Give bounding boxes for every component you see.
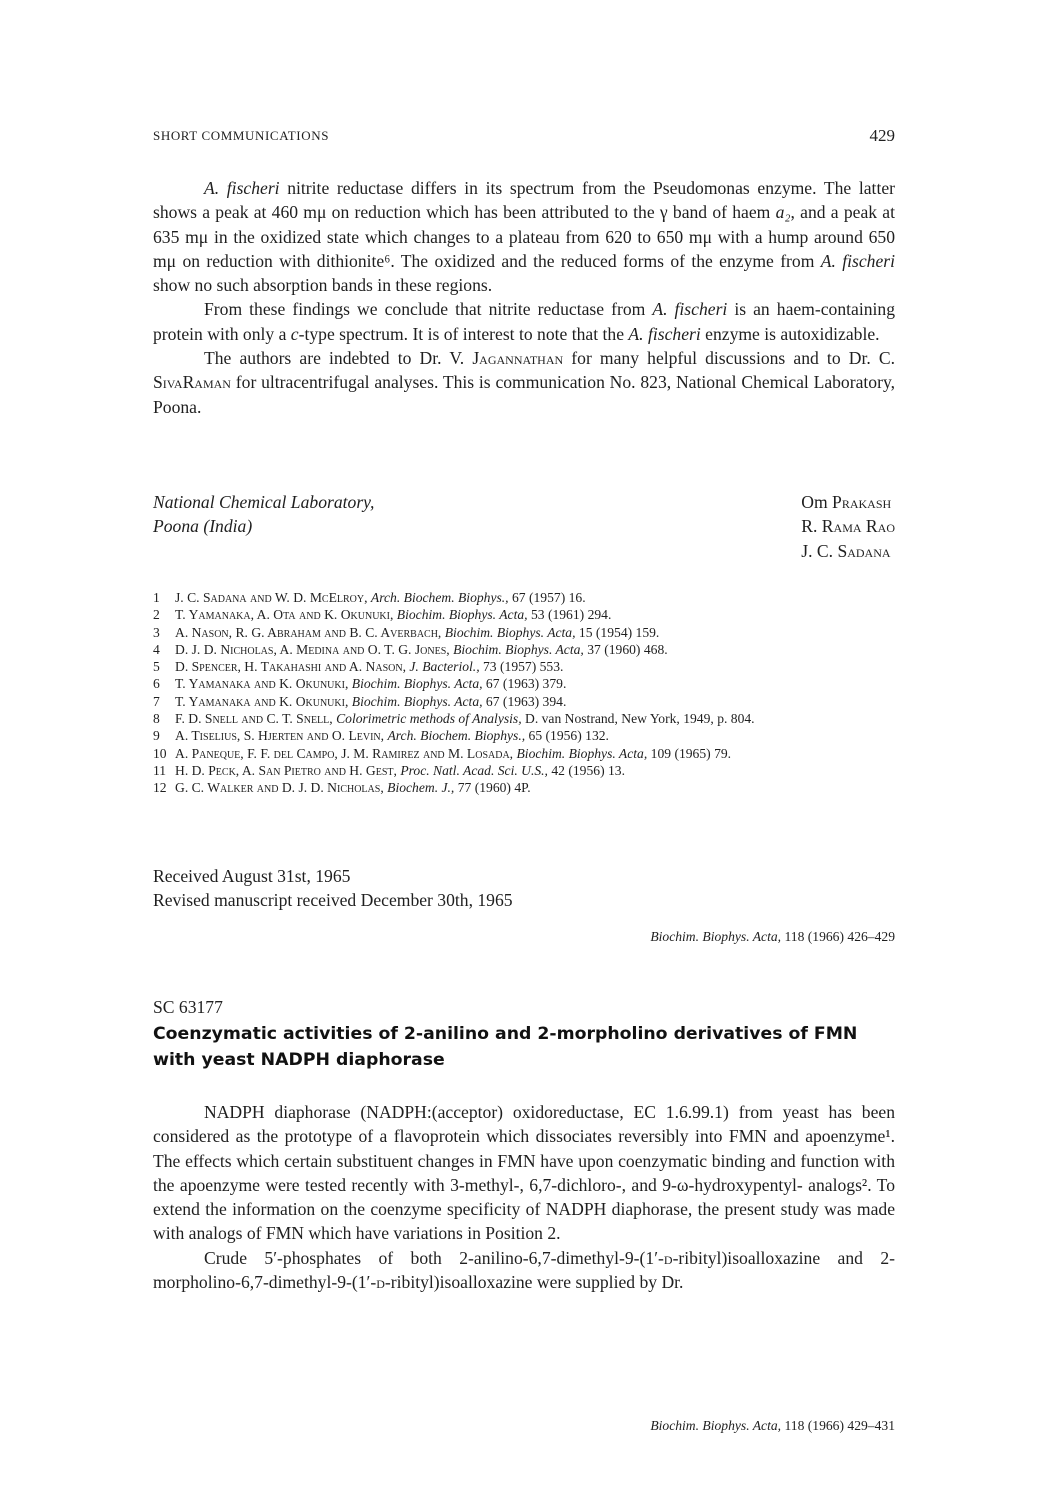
reference-run: A. Nason, R. G. Abraham and B. C. Averbach, bbox=[175, 624, 442, 640]
reference-number: 5 bbox=[153, 659, 160, 675]
author-surname: Rama Rao bbox=[821, 516, 895, 537]
text-run: -ribityl)isoalloxazine and 2-morpholino-6,7-dimethyl-9-(1′- bbox=[153, 1247, 895, 1293]
article2-citation bbox=[650, 1418, 895, 1434]
paragraph bbox=[153, 1100, 895, 1246]
reference-list bbox=[153, 589, 895, 797]
reference-run: A. Paneque, F. F. del Campo, J. M. Ramirez and M. Losada, bbox=[175, 745, 514, 761]
paragraph bbox=[153, 176, 895, 297]
reference-item bbox=[153, 693, 895, 710]
reference-run: J. Bacteriol., bbox=[409, 659, 480, 675]
reference-run: 65 (1956) 132. bbox=[525, 728, 609, 744]
reference-run: Biochim. Biophys. Acta, bbox=[453, 641, 584, 657]
running-head bbox=[153, 128, 895, 144]
reference-run: 77 (1960) 4P. bbox=[454, 780, 531, 796]
text-run: for many helpful discussions and to Dr. C. bbox=[563, 348, 895, 369]
reference-text bbox=[175, 727, 895, 744]
reference-run: Biochim. Biophys. Acta, bbox=[351, 676, 483, 692]
reference-text bbox=[175, 762, 895, 779]
reference-text bbox=[175, 693, 895, 710]
reference-item bbox=[153, 762, 895, 779]
journal-page bbox=[153, 0, 895, 1500]
page-number: 429 bbox=[869, 126, 895, 145]
citation-journal: Biochim. Biophys. Acta, bbox=[650, 929, 782, 944]
reference-number: 2 bbox=[153, 607, 160, 623]
reference-run: Proc. Natl. Acad. Sci. U.S., bbox=[400, 762, 548, 778]
reference-text bbox=[175, 624, 895, 641]
reference-item bbox=[153, 710, 895, 727]
reference-number: 3 bbox=[153, 624, 160, 640]
text-run: ₂ bbox=[784, 202, 791, 223]
received-date: Received August 31st, 1965 bbox=[153, 866, 351, 886]
text-run: is an haem-containing protein with only a bbox=[153, 299, 895, 344]
reference-run: T. Yamanaka, A. Ota and K. Okunuki, bbox=[175, 607, 394, 623]
reference-number: 8 bbox=[153, 711, 160, 727]
reference-run: 67 (1957) 16. bbox=[508, 590, 586, 605]
reference-run: Biochim. Biophys. Acta, bbox=[516, 745, 648, 761]
reference-number: 12 bbox=[153, 780, 167, 796]
reference-run: G. C. Walker and D. J. D. Nicholas, bbox=[175, 780, 384, 796]
reference-number: 1 bbox=[153, 590, 160, 605]
reference-item bbox=[153, 641, 895, 658]
reference-text bbox=[175, 710, 895, 727]
affiliation bbox=[153, 490, 374, 539]
text-run: -type spectrum. It is of interest to note that the bbox=[298, 323, 629, 344]
running-head-title: SHORT COMMUNICATIONS bbox=[153, 128, 330, 143]
reference-run: Colorimetric methods of Analysis, bbox=[336, 711, 522, 727]
reference-item bbox=[153, 624, 895, 641]
paragraph bbox=[153, 346, 895, 419]
paragraph bbox=[153, 297, 895, 346]
text-run: c bbox=[290, 323, 299, 344]
affiliation-line-2: Poona (India) bbox=[153, 516, 253, 537]
text-run: SivaRaman bbox=[153, 372, 231, 393]
reference-run: D. Spencer, H. Takahashi and A. Nason, bbox=[175, 659, 406, 675]
article1-citation bbox=[650, 929, 895, 945]
author-initials: J. C. bbox=[801, 540, 838, 561]
author-name bbox=[801, 490, 895, 514]
reference-number: 9 bbox=[153, 728, 160, 744]
text-run: NADPH diaphorase (NADPH:(acceptor) oxidoreductase, EC 1.6.99.1) from yeast has been considered as the prototype of a flavoprotein which dissociates reversibly into FMN and apoenzyme¹. The effects which certain substituent changes in FMN have upon coenzymatic binding and function with the apoenzyme were tested recently with 3-methyl-, 6,7-dichloro-, and 9-ω-hydroxypentyl- analogs². To extend the information on the coenzyme specificity of NADPH diaphorase, the present study was made with analogs of FMN which have variations in Position 2. bbox=[153, 1102, 895, 1244]
reference-number: 11 bbox=[153, 762, 167, 778]
author-list bbox=[801, 490, 895, 563]
author-name bbox=[801, 539, 895, 563]
reference-number: 7 bbox=[153, 693, 160, 709]
reference-run: 53 (1961) 294. bbox=[527, 607, 612, 623]
text-run: enzyme is autoxidizable. bbox=[700, 323, 880, 344]
reference-run: Arch. Biochem. Biophys., bbox=[387, 728, 526, 744]
reference-item bbox=[153, 745, 895, 762]
reference-text bbox=[175, 658, 895, 675]
reference-item bbox=[153, 779, 895, 796]
reference-run: Arch. Biochem. Biophys., bbox=[370, 590, 509, 605]
reference-number: 10 bbox=[153, 745, 167, 761]
text-run: The authors are indebted to Dr. V. bbox=[204, 348, 473, 369]
paragraph bbox=[153, 1246, 895, 1295]
article2-body bbox=[153, 1100, 895, 1294]
reference-run: J. C. Sadana and W. D. McElroy, bbox=[175, 590, 368, 605]
text-run: A. fischeri bbox=[628, 323, 701, 344]
text-run: , and a peak at 635 mμ in the oxidized state which changes to a plateau from 620 to 650 mμ with a hump around 650 mμ on reduction with dithionite⁶. The oxidized and the reduced forms of the enzyme from bbox=[153, 202, 895, 271]
citation-volume-pages: 118 (1966) 426–429 bbox=[784, 929, 895, 944]
text-run: nitrite reductase differs in its spectrum from the Pseudomonas enzyme. The latter shows a peak at 460 mμ on reduction which has been attributed to the γ band of haem bbox=[153, 178, 895, 223]
reference-run: 67 (1963) 394. bbox=[482, 693, 567, 709]
reference-number: 4 bbox=[153, 641, 160, 657]
reference-item bbox=[153, 658, 895, 675]
text-run: -ribityl)isoalloxazine were supplied by Dr. bbox=[384, 1272, 684, 1293]
reference-run: 67 (1963) 379. bbox=[482, 676, 567, 692]
text-run: a bbox=[775, 202, 785, 223]
citation-volume-pages: 118 (1966) 429–431 bbox=[784, 1418, 895, 1433]
reference-run: Biochim. Biophys. Acta, bbox=[396, 607, 528, 623]
reference-run: D. van Nostrand, New York, 1949, p. 804. bbox=[521, 711, 755, 727]
reference-run: Biochim. Biophys. Acta, bbox=[444, 624, 576, 640]
reference-text bbox=[175, 589, 895, 606]
reference-run: Biochim. Biophys. Acta, bbox=[351, 693, 483, 709]
reference-text bbox=[175, 675, 895, 692]
reference-run: 73 (1957) 553. bbox=[479, 659, 564, 675]
reference-item bbox=[153, 675, 895, 692]
reference-run: 42 (1956) 13. bbox=[547, 762, 625, 778]
text-run: for ultracentrifugal analyses. This is communication No. 823, National Chemical Laboratory, Poona. bbox=[153, 372, 895, 417]
reference-item bbox=[153, 589, 895, 606]
reference-run: T. Yamanaka and K. Okunuki, bbox=[175, 676, 349, 692]
author-surname: Prakash bbox=[832, 492, 892, 512]
reference-text bbox=[175, 779, 895, 796]
reference-run: A. Tiselius, S. Hjerten and O. Levin, bbox=[175, 728, 385, 744]
citation-journal: Biochim. Biophys. Acta, bbox=[650, 1418, 782, 1433]
author-initials: Om bbox=[801, 492, 833, 512]
reference-run: Biochem. J., bbox=[387, 780, 455, 796]
text-run: A. fischeri bbox=[204, 178, 280, 198]
article-code: SC 63177 bbox=[153, 997, 223, 1017]
received-dates bbox=[153, 864, 513, 913]
reference-text bbox=[175, 606, 895, 623]
text-run: A. fischeri bbox=[820, 250, 895, 271]
reference-item bbox=[153, 727, 895, 744]
author-surname: Sadana bbox=[837, 540, 891, 561]
article-title: Coenzymatic activities of 2-anilino and 2-morpholino derivatives of FMN with yeast NADPH diaphorase bbox=[153, 1024, 858, 1070]
article1-body bbox=[153, 176, 895, 419]
reference-run: H. D. Peck, A. San Pietro and H. Gest, bbox=[175, 762, 397, 778]
reference-run: 109 (1965) 79. bbox=[647, 745, 732, 761]
reference-text bbox=[175, 745, 895, 762]
reference-run: T. Yamanaka and K. Okunuki, bbox=[175, 693, 349, 709]
reference-run: F. D. Snell and C. T. Snell, bbox=[175, 711, 333, 727]
reference-run: D. J. D. Nicholas, A. Medina and O. T. G. Jones, bbox=[175, 641, 450, 657]
text-run: Crude 5′-phosphates of both 2-anilino-6,7-dimethyl-9-(1′- bbox=[204, 1247, 664, 1268]
author-name bbox=[801, 514, 895, 538]
text-run: show no such absorption bands in these regions. bbox=[153, 275, 493, 296]
affiliation-line-1: National Chemical Laboratory, bbox=[153, 492, 375, 512]
revised-date: Revised manuscript received December 30th, 1965 bbox=[153, 890, 513, 911]
text-run: d bbox=[376, 1272, 385, 1293]
text-run: Jagannathan bbox=[472, 348, 564, 369]
text-run: From these findings we conclude that nitrite reductase from bbox=[204, 299, 653, 320]
reference-run: 15 (1954) 159. bbox=[575, 624, 660, 640]
author-initials: R. bbox=[801, 516, 822, 537]
reference-number: 6 bbox=[153, 676, 160, 692]
text-run: d bbox=[663, 1247, 673, 1268]
reference-run: 37 (1960) 468. bbox=[583, 641, 668, 657]
text-run: A. fischeri bbox=[652, 299, 728, 320]
reference-item bbox=[153, 606, 895, 623]
reference-text bbox=[175, 641, 895, 658]
